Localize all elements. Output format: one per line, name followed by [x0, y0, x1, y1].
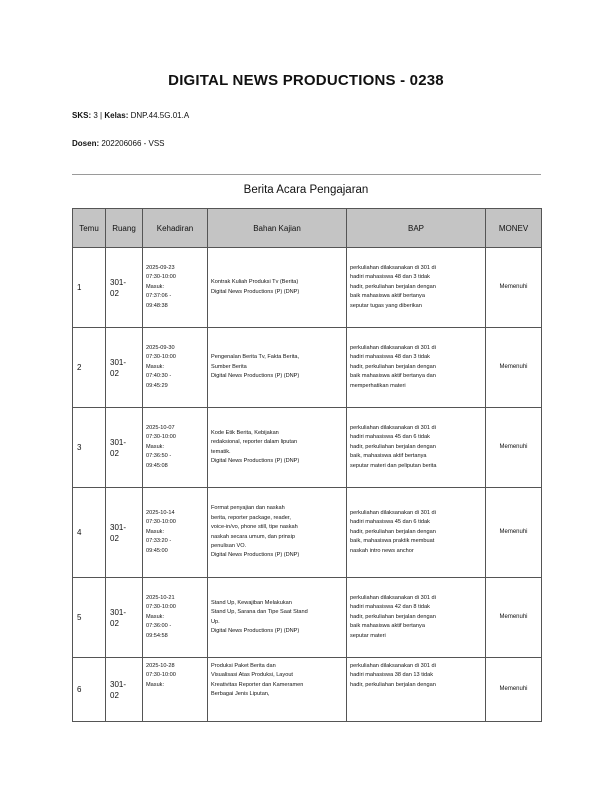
- course-meta: [72, 111, 189, 120]
- table-row: [73, 248, 542, 328]
- section-title: Berita Acara Pengajaran: [243, 184, 369, 196]
- meeting-number: 5: [73, 578, 106, 658]
- attendance-cell: 2025-10-07 07:30-10:00 Masuk: 07:36:50 - 09:45:08: [143, 408, 208, 488]
- monev-cell: Memenuhi: [486, 328, 542, 408]
- bap-cell: perkuliahan dilaksanakan di 301 di hadiri mahasiswa 38 dan 13 tidak hadir, perkuliahan berjalan dengan: [347, 658, 486, 722]
- dosen-label: Dosen:: [72, 139, 100, 148]
- meeting-number: 3: [73, 408, 106, 488]
- attendance-cell: 2025-10-21 07:30-10:00 Masuk: 07:36:00 - 09:54:58: [143, 578, 208, 658]
- room-cell: 301- 02: [106, 248, 143, 328]
- room-cell: 301- 02: [106, 578, 143, 658]
- bap-cell: perkuliahan dilaksanakan di 301 di hadiri mahasiswa 45 dan 6 tidak hadir, perkuliahan berjalan dengan baik, mahasiswa aktif bertanya seputar materi dan peliputan berita: [347, 408, 486, 488]
- sks-value: 3 |: [93, 111, 105, 120]
- bap-cell: perkuliahan dilaksanakan di 301 di hadiri mahasiswa 48 dan 3 tidak hadir, perkuliahan berjalan dengan baik mahasiswa aktif bertanya dan memperhatikan materi: [347, 328, 486, 408]
- bap-cell: perkuliahan dilaksanakan di 301 di hadiri mahasiswa 45 dan 6 tidak hadir, perkuliahan berjalan dengan baik, mahasiswa praktik membuat naskah intro news anchor: [347, 488, 486, 578]
- divider: [72, 174, 541, 175]
- header-bahan-kajian: Bahan Kajian: [208, 209, 347, 248]
- monev-cell: Memenuhi: [486, 658, 542, 722]
- attendance-cell: 2025-10-14 07:30-10:00 Masuk: 07:33:20 - 09:45:00: [143, 488, 208, 578]
- meeting-number: 6: [73, 658, 106, 722]
- table-row: [73, 578, 542, 658]
- attendance-cell: 2025-09-30 07:30-10:00 Masuk: 07:40:30 - 09:45:29: [143, 328, 208, 408]
- room-cell: 301- 02: [106, 408, 143, 488]
- monev-cell: Memenuhi: [486, 248, 542, 328]
- study-material-cell: Produksi Paket Berita dan Visualisasi Atas Produksi, Layout Kreativitas Reporter dan Kameramen Berbagai Jenis Liputan,: [208, 658, 347, 722]
- document-title: DIGITAL NEWS PRODUCTIONS - 0238: [168, 72, 444, 89]
- room-cell: 301- 02: [106, 328, 143, 408]
- bap-cell: perkuliahan dilaksanakan di 301 di hadiri mahasiswa 42 dan 8 tidak hadir, perkuliahan berjalan dengan baik mahasiswa aktif bertanya seputar materi: [347, 578, 486, 658]
- study-material-cell: Stand Up, Kewajiban Melakukan Stand Up, Sarana dan Tipe Saat Stand Up. Digital News Productions (P) (DNP): [208, 578, 347, 658]
- attendance-cell: 2025-09-23 07:30-10:00 Masuk: 07:37:06 - 09:48:38: [143, 248, 208, 328]
- study-material-cell: Format penyajian dan naskah berita, reporter package, reader, voice-in/vo, phone still, tipe naskah naskah secara umum, dan prinsip penulisan VO. Digital News Productions (P) (DNP): [208, 488, 347, 578]
- header-bap: BAP: [347, 209, 486, 248]
- monev-cell: Memenuhi: [486, 408, 542, 488]
- lecturer-meta: [72, 139, 165, 148]
- kelas-value: DNP.44.5G.01.A: [130, 111, 190, 120]
- meeting-number: 1: [73, 248, 106, 328]
- meeting-number: 4: [73, 488, 106, 578]
- attendance-cell: 2025-10-28 07:30-10:00 Masuk:: [143, 658, 208, 722]
- meeting-number: 2: [73, 328, 106, 408]
- bap-cell: perkuliahan dilaksanakan di 301 di hadiri mahasiswa 48 dan 3 tidak hadir, perkuliahan berjalan dengan baik mahasiswa aktif bertanya seputar tugas yang diberikan: [347, 248, 486, 328]
- header-ruang: Ruang: [106, 209, 143, 248]
- monev-cell: Memenuhi: [486, 578, 542, 658]
- study-material-cell: Kode Etik Berita, Kebijakan redaksional, reporter dalam liputan tematik. Digital News Productions (P) (DNP): [208, 408, 347, 488]
- room-cell: 301- 02: [106, 488, 143, 578]
- monev-cell: Memenuhi: [486, 488, 542, 578]
- room-cell: 301- 02: [106, 658, 143, 722]
- kelas-label: Kelas:: [104, 111, 129, 120]
- header-monev: MONEV: [486, 209, 542, 248]
- sks-label: SKS:: [72, 111, 92, 120]
- study-material-cell: Pengenalan Berita Tv, Fakta Berita, Sumber Berita Digital News Productions (P) (DNP): [208, 328, 347, 408]
- study-material-cell: Kontrak Kuliah Produksi Tv (Berita) Digital News Productions (P) (DNP): [208, 248, 347, 328]
- table-row: [73, 408, 542, 488]
- table-row: [73, 488, 542, 578]
- dosen-value: 202206066 - VSS: [101, 139, 165, 148]
- table-row: [73, 658, 542, 722]
- teaching-report-table: [72, 208, 542, 722]
- table-header-row: [73, 209, 542, 248]
- header-kehadiran: Kehadiran: [143, 209, 208, 248]
- header-temu: Temu: [73, 209, 106, 248]
- table-row: [73, 328, 542, 408]
